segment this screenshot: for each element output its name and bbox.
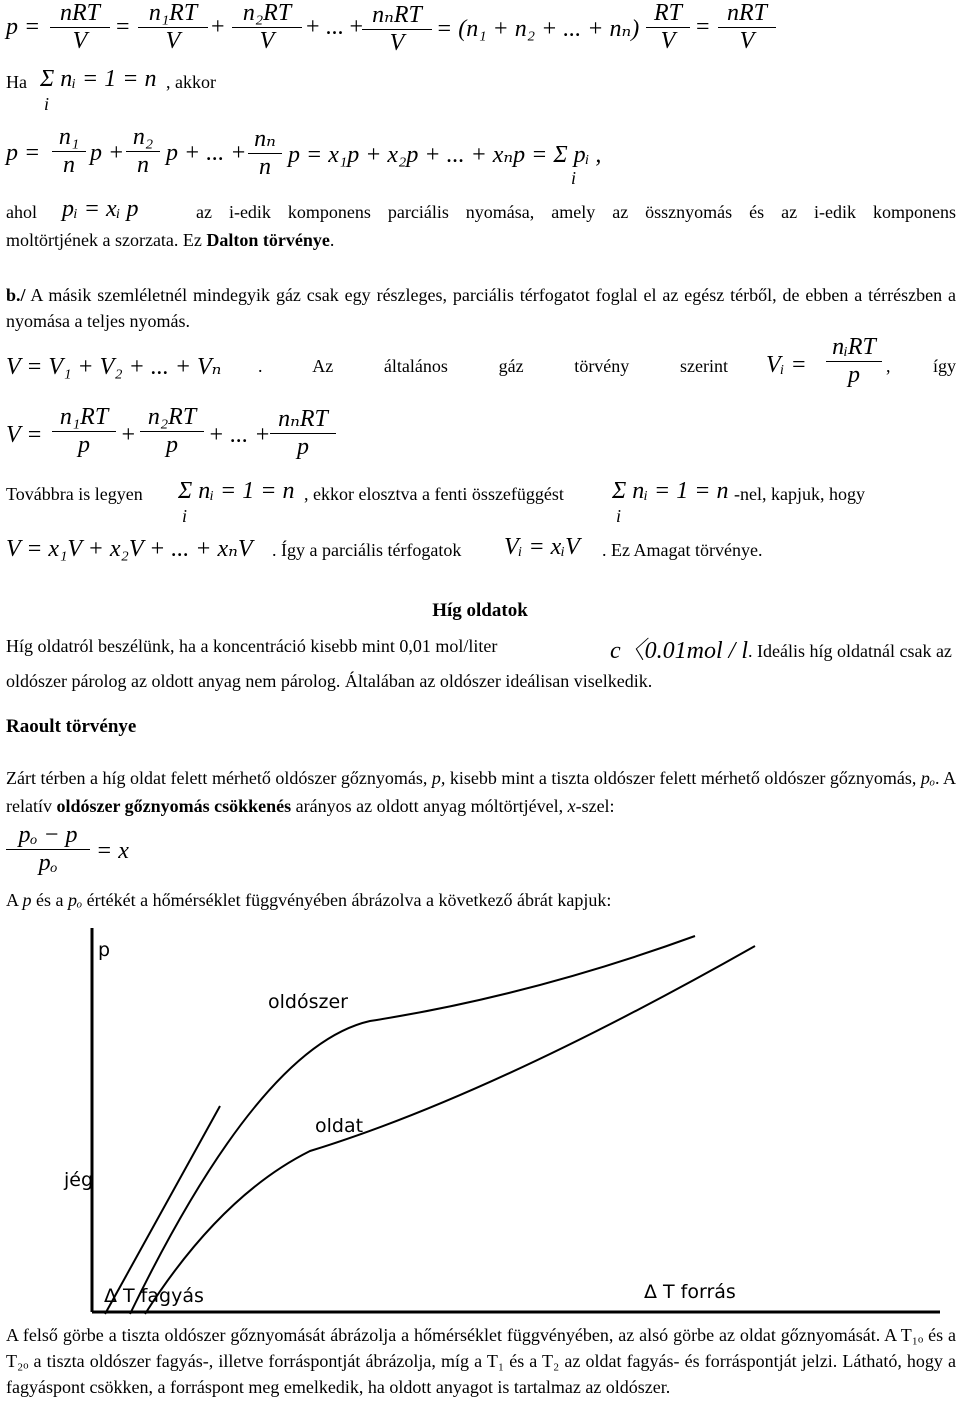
raoult-frac-den: pₒ (38, 850, 58, 876)
equation-volume-sum (6, 334, 956, 400)
raoult-po: pₒ (920, 768, 935, 788)
eq5-formula-2: Vᵢ = xᵢV (504, 534, 580, 560)
eq2-frac-2-num: n₂ (132, 124, 154, 150)
eq3-frac-den: p (848, 362, 860, 388)
intro-c: és a (36, 890, 64, 910)
eq2-mid-b: p + ... + (166, 140, 247, 166)
eq3-frac (826, 334, 882, 389)
ha-sum-index: i (44, 94, 50, 114)
eq4-frac-1-num: n₁RT (59, 404, 109, 430)
eq4-frac-2-num: n₂RT (147, 404, 197, 430)
eq2-frac-1 (52, 124, 86, 179)
ahol-text: az i-edik komponens parciális nyomása, amely az össznyomás és az i-edik komponens (196, 202, 956, 222)
eq4-frac-2 (140, 404, 204, 459)
raoult-rhs: = x (96, 838, 129, 864)
eq1-frac-5 (646, 0, 690, 55)
eq1-plus: + (211, 14, 225, 40)
eq2-frac-3-num: nₙ (254, 126, 276, 152)
section-title-raoult: Raoult törvénye (6, 716, 137, 737)
eq1-frac-1 (50, 0, 110, 55)
ha-suffix: , akkor (166, 72, 216, 92)
eq2-frac-2 (126, 124, 160, 179)
ha-sum: Σ nᵢ = 1 = n (40, 66, 157, 92)
raoult-p: p, (431, 768, 446, 788)
intro-po: pₒ (68, 890, 83, 910)
raoult-text-c: kisebb mint a tiszta oldószer felett mérhető oldószer gőznyomás, (449, 768, 917, 788)
eq3-text: . Az általános gáz törvény szerint (258, 356, 728, 376)
raoult-paragraph (6, 764, 956, 820)
ahol-line2 (6, 230, 334, 251)
eq2-frac-1-num: n₁ (58, 124, 80, 150)
eq2-frac-1-den: n (63, 152, 75, 178)
tovabbra-sum-2: Σ nᵢ = 1 = n (612, 478, 729, 504)
eq2-lhs: p = (6, 140, 41, 166)
eq1-frac-6-num: nRT (726, 0, 767, 26)
ahol-formula: pᵢ = xᵢ p (62, 196, 139, 222)
tovabbra-b: , ekkor elosztva a fenti összefüggést (304, 484, 564, 504)
eq4-plus: + (120, 422, 137, 448)
diagram-background (10, 926, 950, 1322)
label-delta-t-freezing: Δ T fagyás (104, 1285, 204, 1307)
tovabbra-c: -nel, kapjuk, hogy (734, 484, 865, 504)
equation-dalton-pressure (6, 0, 956, 62)
b-label: b./ (6, 285, 26, 305)
tovabbra-sum-1: Σ nᵢ = 1 = n (178, 478, 295, 504)
eq1-frac-6 (718, 0, 776, 55)
intro-e: értékét a hőmérséklet függvényében ábrázolva a következő ábrát kapjuk: (86, 890, 612, 910)
hig-text-b: . Ideális híg oldatnál csak az oldószer párolog az oldott anyag nem párolog. Általában az oldószer ideálisan viselkedik. (6, 641, 952, 691)
raoult-text-g: arányos az oldott anyag móltörtjével, (295, 796, 564, 816)
eq4-frac-1 (52, 404, 116, 459)
eq5-text-a: . Így a parciális térfogatok (272, 540, 462, 560)
tovabbra-line (6, 478, 956, 532)
eq1-frac-1-den: V (72, 28, 88, 54)
eq4-frac-3-num: nₙRT (278, 406, 328, 432)
eq1-frac-2-den: V (165, 28, 181, 54)
hig-text-a: Híg oldatról beszélünk, ha a koncentráció kisebb mint 0,01 mol/liter (6, 636, 498, 656)
raoult-term: oldószer gőznyomás csökkenés (56, 796, 292, 816)
eq3-frac-num: nᵢRT (832, 334, 876, 360)
eq1-mid: = (n₁ + n₂ + ... + nₙ) (436, 16, 640, 42)
eq4-frac-1-den: p (78, 432, 90, 458)
eq2-frac-3-den: n (259, 154, 271, 180)
eq1-equals-2: = (696, 14, 710, 40)
tovabbra-a: Továbbra is legyen (6, 484, 143, 504)
final-paragraph: A felső görbe a tiszta oldószer gőznyomását ábrázolja a hőmérséklet függvényében, az alsó görbe az oldat gőznyomását. A T₁ₒ és a T₂ₒ a tiszta oldószer fagyás-, illetve forráspontját ábrázolja, míg a T₁ és a T₂ az oldat fagyás- és forráspontját jelzi. Látható, hogy a fagyáspont csökken, a forráspont meg emelkedik, ha oldott anyagot is tartalmaz az oldószer. (6, 1325, 956, 1397)
label-delta-t-boiling: Δ T forrás (644, 1281, 736, 1303)
eq2-rest: p = x₁p + x₂p + ... + xₙp = Σ pᵢ , (288, 142, 602, 168)
ahol-line2-a: moltörtjének a szorzata. Ez (6, 230, 202, 250)
eq2-frac-2-den: n (137, 152, 149, 178)
eq1-frac-3-num: n₂RT (242, 0, 292, 26)
eq4-dots: + ... + (208, 422, 271, 448)
raoult-text-i: -szel: (575, 796, 615, 816)
eq1-dots: + ... + (306, 14, 364, 40)
eq3-lhs: V = V₁ + V₂ + ... + Vₙ (6, 354, 222, 380)
axis-label-p: p (98, 939, 111, 961)
raoult-text-a: Zárt térben a híg oldat felett mérhető oldószer gőznyomás, (6, 768, 428, 788)
intro-p: p (22, 890, 32, 910)
eq2-sum-index: i (571, 168, 577, 188)
ahol-line2-c: . (329, 230, 335, 250)
intro-a: A (6, 890, 19, 910)
raoult-frac-num: pₒ − p (18, 822, 78, 848)
vapor-pressure-diagram (10, 926, 950, 1322)
equation-volume-fractions (6, 404, 406, 474)
eq1-frac-6-den: V (739, 28, 755, 54)
amagat-line (6, 534, 956, 570)
label-solvent: oldószer (268, 991, 348, 1013)
eq1-frac-4-den: V (389, 30, 405, 56)
eq2-frac-3 (248, 124, 282, 181)
eq1-frac-4 (362, 0, 432, 57)
eq5-text-b: . Ez Amagat törvénye. (602, 540, 763, 560)
eq1-frac-3 (232, 0, 302, 55)
tovabbra-idx-1: i (182, 506, 188, 526)
eq4-frac-3 (270, 404, 336, 461)
equation-partial-pressure (6, 124, 956, 196)
eq2-mid-a: p + (90, 140, 125, 166)
eq3-tail: , így (886, 356, 956, 376)
raoult-diagram-intro (6, 890, 611, 911)
eq4-frac-2-den: p (166, 432, 178, 458)
b-text: A másik szemléletnél mindegyik gáz csak egy részleges, parciális térfogatot foglal el az egész térből, de ebben a térrészben a nyomása a teljes nyomás. (6, 285, 956, 331)
ahol-paragraph (6, 198, 956, 258)
dalton-law-term: Dalton törvénye (206, 230, 330, 250)
eq1-frac-5-den: V (660, 28, 676, 54)
ahol-word: ahol (6, 202, 37, 222)
tovabbra-idx-2: i (616, 506, 622, 526)
eq1-frac-1-num: nRT (59, 0, 100, 26)
eq4-lhs: V = (6, 422, 43, 448)
ha-word: Ha (6, 72, 27, 92)
hig-formula: c〈0.01mol / l (610, 638, 748, 664)
label-solution: oldat (315, 1115, 364, 1137)
raoult-frac (6, 822, 90, 877)
eq1-lhs: p = (6, 14, 41, 40)
eq1-frac-3-den: V (259, 28, 275, 54)
raoult-x: x (567, 796, 576, 816)
label-ice: jég (64, 1169, 94, 1191)
eq4-frac-3-den: p (297, 434, 309, 460)
raoult-equation (6, 822, 206, 886)
section-title-hig-oldatok: Híg oldatok (432, 600, 528, 621)
eq1-frac-5-num: RT (653, 0, 682, 26)
b-paragraph (6, 282, 956, 334)
eq1-equals: = (116, 14, 130, 40)
eq1-frac-2 (138, 0, 208, 55)
hig-paragraph (6, 632, 956, 692)
eq5-formula: V = x₁V + x₂V + ... + xₙV (6, 536, 253, 562)
eq1-frac-4-num: nₙRT (372, 2, 422, 28)
eq3-vi: Vᵢ = (766, 352, 807, 378)
raoult-text-e: . A relatív (6, 768, 957, 816)
ha-line (6, 66, 406, 116)
eq1-frac-2-num: n₁RT (148, 0, 198, 26)
